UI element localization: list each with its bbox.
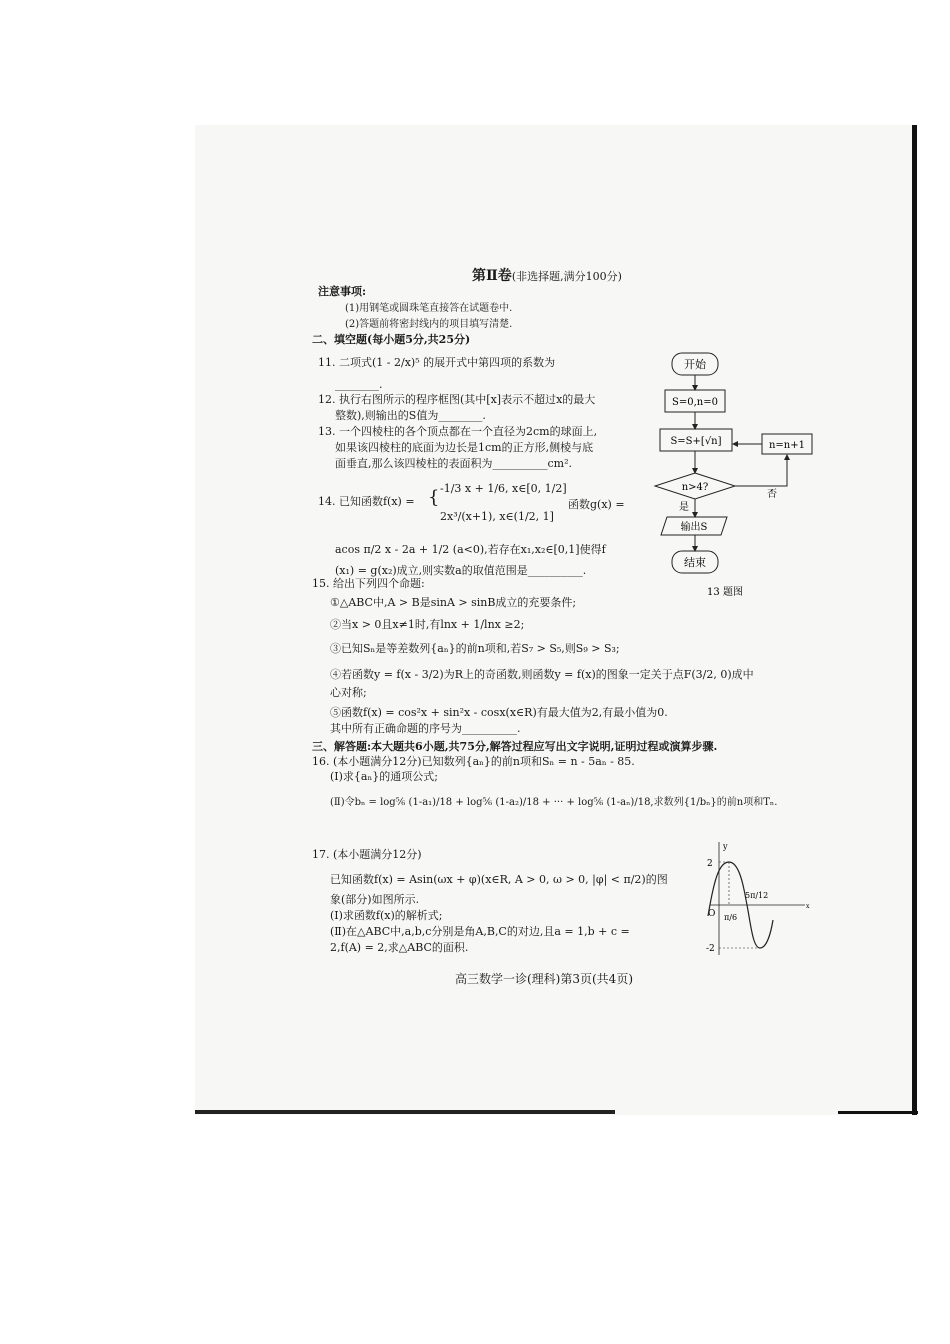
flow-init-label: S=0,n=0 [672,397,718,408]
q13-line2: 如果该四棱柱的底面为边长是1cm的正方形,侧棱与底 [335,441,594,454]
flow-cond-label: n>4? [681,482,709,493]
flow-end-label: 结束 [684,556,706,569]
q16-line2: (Ⅰ)求{aₙ}的通项公式; [330,770,438,783]
x-axis-label: x [806,903,810,910]
q15-p4: ④若函数y = f(x - 3/2)为R上的奇函数,则函数y = f(x)的图象一定关于点F(3/2, 0)成中 [330,668,754,681]
notice-heading: 注意事项: [318,285,367,298]
q15-p2: ②当x > 0且x≠1时,有lnx + 1/lnx ≥2; [330,618,525,631]
scan-edge-bottom-right [838,1111,918,1114]
flow-inc-label: n=n+1 [768,440,806,451]
q16-line1: 16. (本小题满分12分)已知数列{aₙ}的前n项和Sₙ = n - 5aₙ - 85. [312,755,635,768]
q15-p4b: 心对称; [330,686,367,699]
flow-yes-label: 是 [679,502,689,513]
sine-graph [705,840,815,960]
flow-step-label: S=S+[√n] [670,436,722,447]
q13-line3: 面垂直,那么该四棱柱的表面积为__________cm². [335,457,572,470]
scan-edge-right [912,125,917,1115]
flow-caption: 13 题图 [707,587,743,598]
y-min-label: -2 [706,944,715,954]
tick-pi6: π/6 [724,913,738,922]
q17-line3: 象(部分)如图所示. [330,893,420,906]
q16-line3: (Ⅱ)令bₙ = log⅚ (1-a₁)/18 + log⅚ (1-a₂)/18 + ··· + log⅚ (1-aₙ)/18,求数列{1/bₙ}的前n项和Tₙ. [330,797,778,808]
q17-line4: (Ⅰ)求函数f(x)的解析式; [330,909,443,922]
origin-label: O [708,909,716,919]
scan-edge-bottom [195,1110,615,1114]
page-subtitle: (非选择题,满分100分) [511,270,622,283]
q15-p5: ⑤函数f(x) = cos²x + sin²x - cosx(x∈R)有最大值为2,有最小值为0. [330,706,668,719]
tick-5pi12: 5π/12 [745,891,769,900]
q12-line1: 12. 执行右图所示的程序框图(其中[x]表示不超过x的最大 [318,393,596,406]
q14-case1: -1/3 x + 1/6, x∈[0, 1/2] [440,482,567,495]
q15-lead: 15. 给出下列四个命题: [312,577,425,590]
section-2-heading: 二、填空题(每小题5分,共25分) [312,333,471,346]
flowchart-diagram [645,345,820,605]
q13-line1: 13. 一个四棱柱的各个顶点都在一个直径为2cm的球面上, [318,425,598,438]
q17-line6: 2,f(A) = 2,求△ABC的面积. [330,941,469,954]
q14-line3: acos π/2 x - 2a + 1/2 (a<0),若存在x₁,x₂∈[0,1]使得f [335,543,606,556]
q17-line5: (Ⅱ)在△ABC中,a,b,c分别是角A,B,C的对边,且a = 1,b + c = [330,925,630,938]
q11-line2: ________. [335,378,383,391]
page-title: 第Ⅱ卷(非选择题,满分100分) [472,268,622,284]
notice-item-2: (2)答题前将密封线内的项目填写清楚. [345,319,513,330]
y-max-label: 2 [707,859,713,869]
y-axis-label: y [723,842,728,851]
flow-start-label: 开始 [684,358,706,371]
notice-item-1: (1)用钢笔或圆珠笔直接答在试题卷中. [345,303,513,314]
section-3-heading: 三、解答题:本大题共6小题,共75分,解答过程应写出文字说明,证明过程或演算步骤. [312,740,718,753]
flow-output-label: 输出S [680,522,708,533]
q14-case2: 2x³/(x+1), x∈(1/2, 1] [440,510,554,523]
q17-line2: 已知函数f(x) = Asin(ωx + φ)(x∈R, A > 0, ω > 0, |φ| < π/2)的图 [330,873,668,886]
q15-p3: ③已知Sₙ是等差数列{aₙ}的前n项和,若S₇ > S₅,则S₉ > S₃; [330,642,620,655]
q14-brace: { [428,487,440,508]
q14-g: 函数g(x) = [568,498,625,511]
q15-p1: ①△ABC中,A > B是sinA > sinB成立的充要条件; [330,596,577,609]
q14-line4: (x₁) = g(x₂)成立,则实数a的取值范围是__________. [335,564,587,577]
flow-no-label: 否 [767,489,777,500]
q11-line1: 11. 二项式(1 - 2/x)⁵ 的展开式中第四项的系数为 [318,356,556,369]
q12-line2: 整数),则输出的S值为________. [335,409,486,422]
page-footer: 高三数学一诊(理科)第3页(共4页) [455,972,633,986]
q17-line1: 17. (本小题满分12分) [312,848,422,861]
q15-end: 其中所有正确命题的序号为__________. [330,722,521,735]
q14-lead: 14. 已知函数f(x) = [318,495,415,508]
